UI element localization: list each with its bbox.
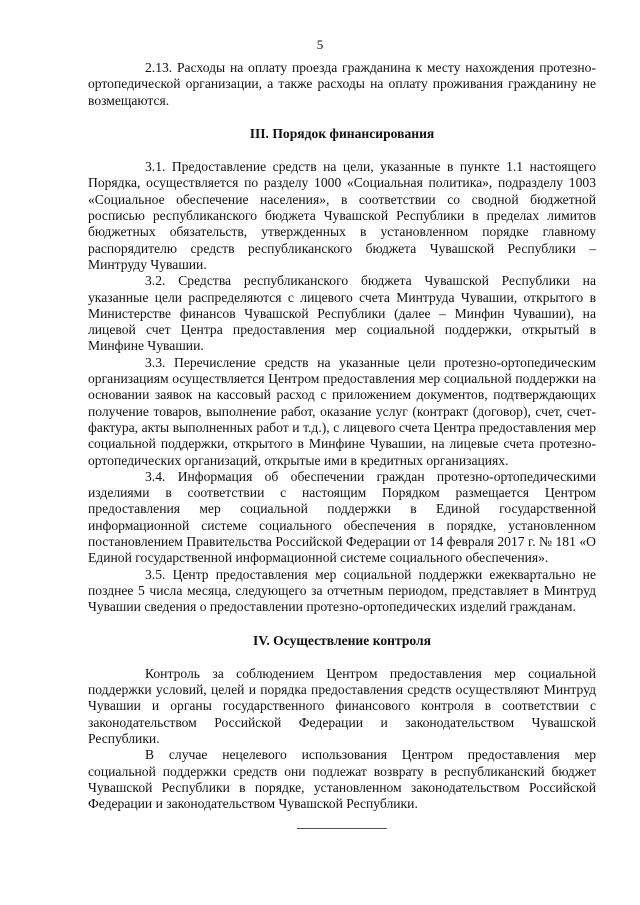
paragraph-3-4: 3.4. Информация об обеспечении граждан протезно-ортопедическими изделиями в соответствии с настоящим Порядком размещается Центром предоставления мер социальной поддержки в Единой государственной информационной системе социального обеспечения в порядке, установленном постановлением Правительства Российской Федерации от 14 февраля 2017 г. № 181 «О Единой государственной информационной системе социального обеспечения». bbox=[88, 468, 596, 566]
section-4-heading: IV. Осуществление контроля bbox=[253, 632, 431, 648]
end-divider bbox=[297, 828, 387, 829]
page-number: 5 bbox=[316, 37, 324, 52]
document-body bbox=[88, 60, 596, 829]
paragraph-2-13: 2.13. Расходы на оплату проезда гражданина к месту нахождения протезно-ортопедической организации, а также расходы на оплату проживания гражданину не возмещаются. bbox=[88, 60, 596, 108]
paragraph-4-misuse: В случае нецелевого использования Центром предоставления мер социальной поддержки средств они подлежат возврату в республиканский бюджет Чувашской Республики в порядке, установленном законодательством Российской Федерации и законодательством Чувашской Республики. bbox=[88, 747, 596, 812]
paragraph-3-5: 3.5. Центр предоставления мер социальной поддержки ежеквартально не позднее 5 числа месяца, следующего за отчетным периодом, представляет в Минтруд Чувашии сведения о предоставлении протезно-ортопедических изделий гражданам. bbox=[88, 566, 596, 615]
section-3-heading: III. Порядок финансирования bbox=[249, 125, 435, 141]
paragraph-3-2: 3.2. Средства республиканского бюджета Чувашской Республики на указанные цели распределяются с лицевого счета Минтруда Чувашии, открытого в Министерстве финансов Чувашской Республики (далее – Минфин Чувашии), на лицевой счет Центра предоставления мер социальной поддержки, открытый в Минфине Чувашии. bbox=[88, 273, 596, 354]
paragraph-3-1: 3.1. Предоставление средств на цели, указанные в пункте 1.1 настоящего Порядка, осуществляется по разделу 1000 «Социальная политика», подразделу 1003 «Социальное обеспечение населения», в соответствии со сводной бюджетной росписью республиканского бюджета Чувашской Республики в пределах лимитов бюджетных обязательств, утвержденных в установленном порядке главному распорядителю средств республиканского бюджета Чувашской Республики – Минтруду Чувашии. bbox=[88, 159, 596, 272]
paragraph-4-control: Контроль за соблюдением Центром предоставления мер социальной поддержки условий, целей и порядка предоставления средств осуществляют Минтруд Чувашии и органы государственного финансового контроля в соответствии с законодательством Российской Федерации и законодательством Чувашской Республики. bbox=[88, 665, 596, 746]
paragraph-3-3: 3.3. Перечисление средств на указанные цели протезно-ортопедическим организациям осуществляется Центром предоставления мер социальной поддержки на основании заявок на кассовый расход с приложением документов, подтверждающих получение товаров, выполнение работ, оказание услуг (контракт (договор), счет, счет-фактура, акты выполненных работ и т.д.), с лицевого счета Центра предоставления мер социальной поддержки, открытого в Минфине Чувашии, на лицевые счета протезно-ортопедических организаций, открытые ими в кредитных организациях. bbox=[88, 354, 596, 468]
